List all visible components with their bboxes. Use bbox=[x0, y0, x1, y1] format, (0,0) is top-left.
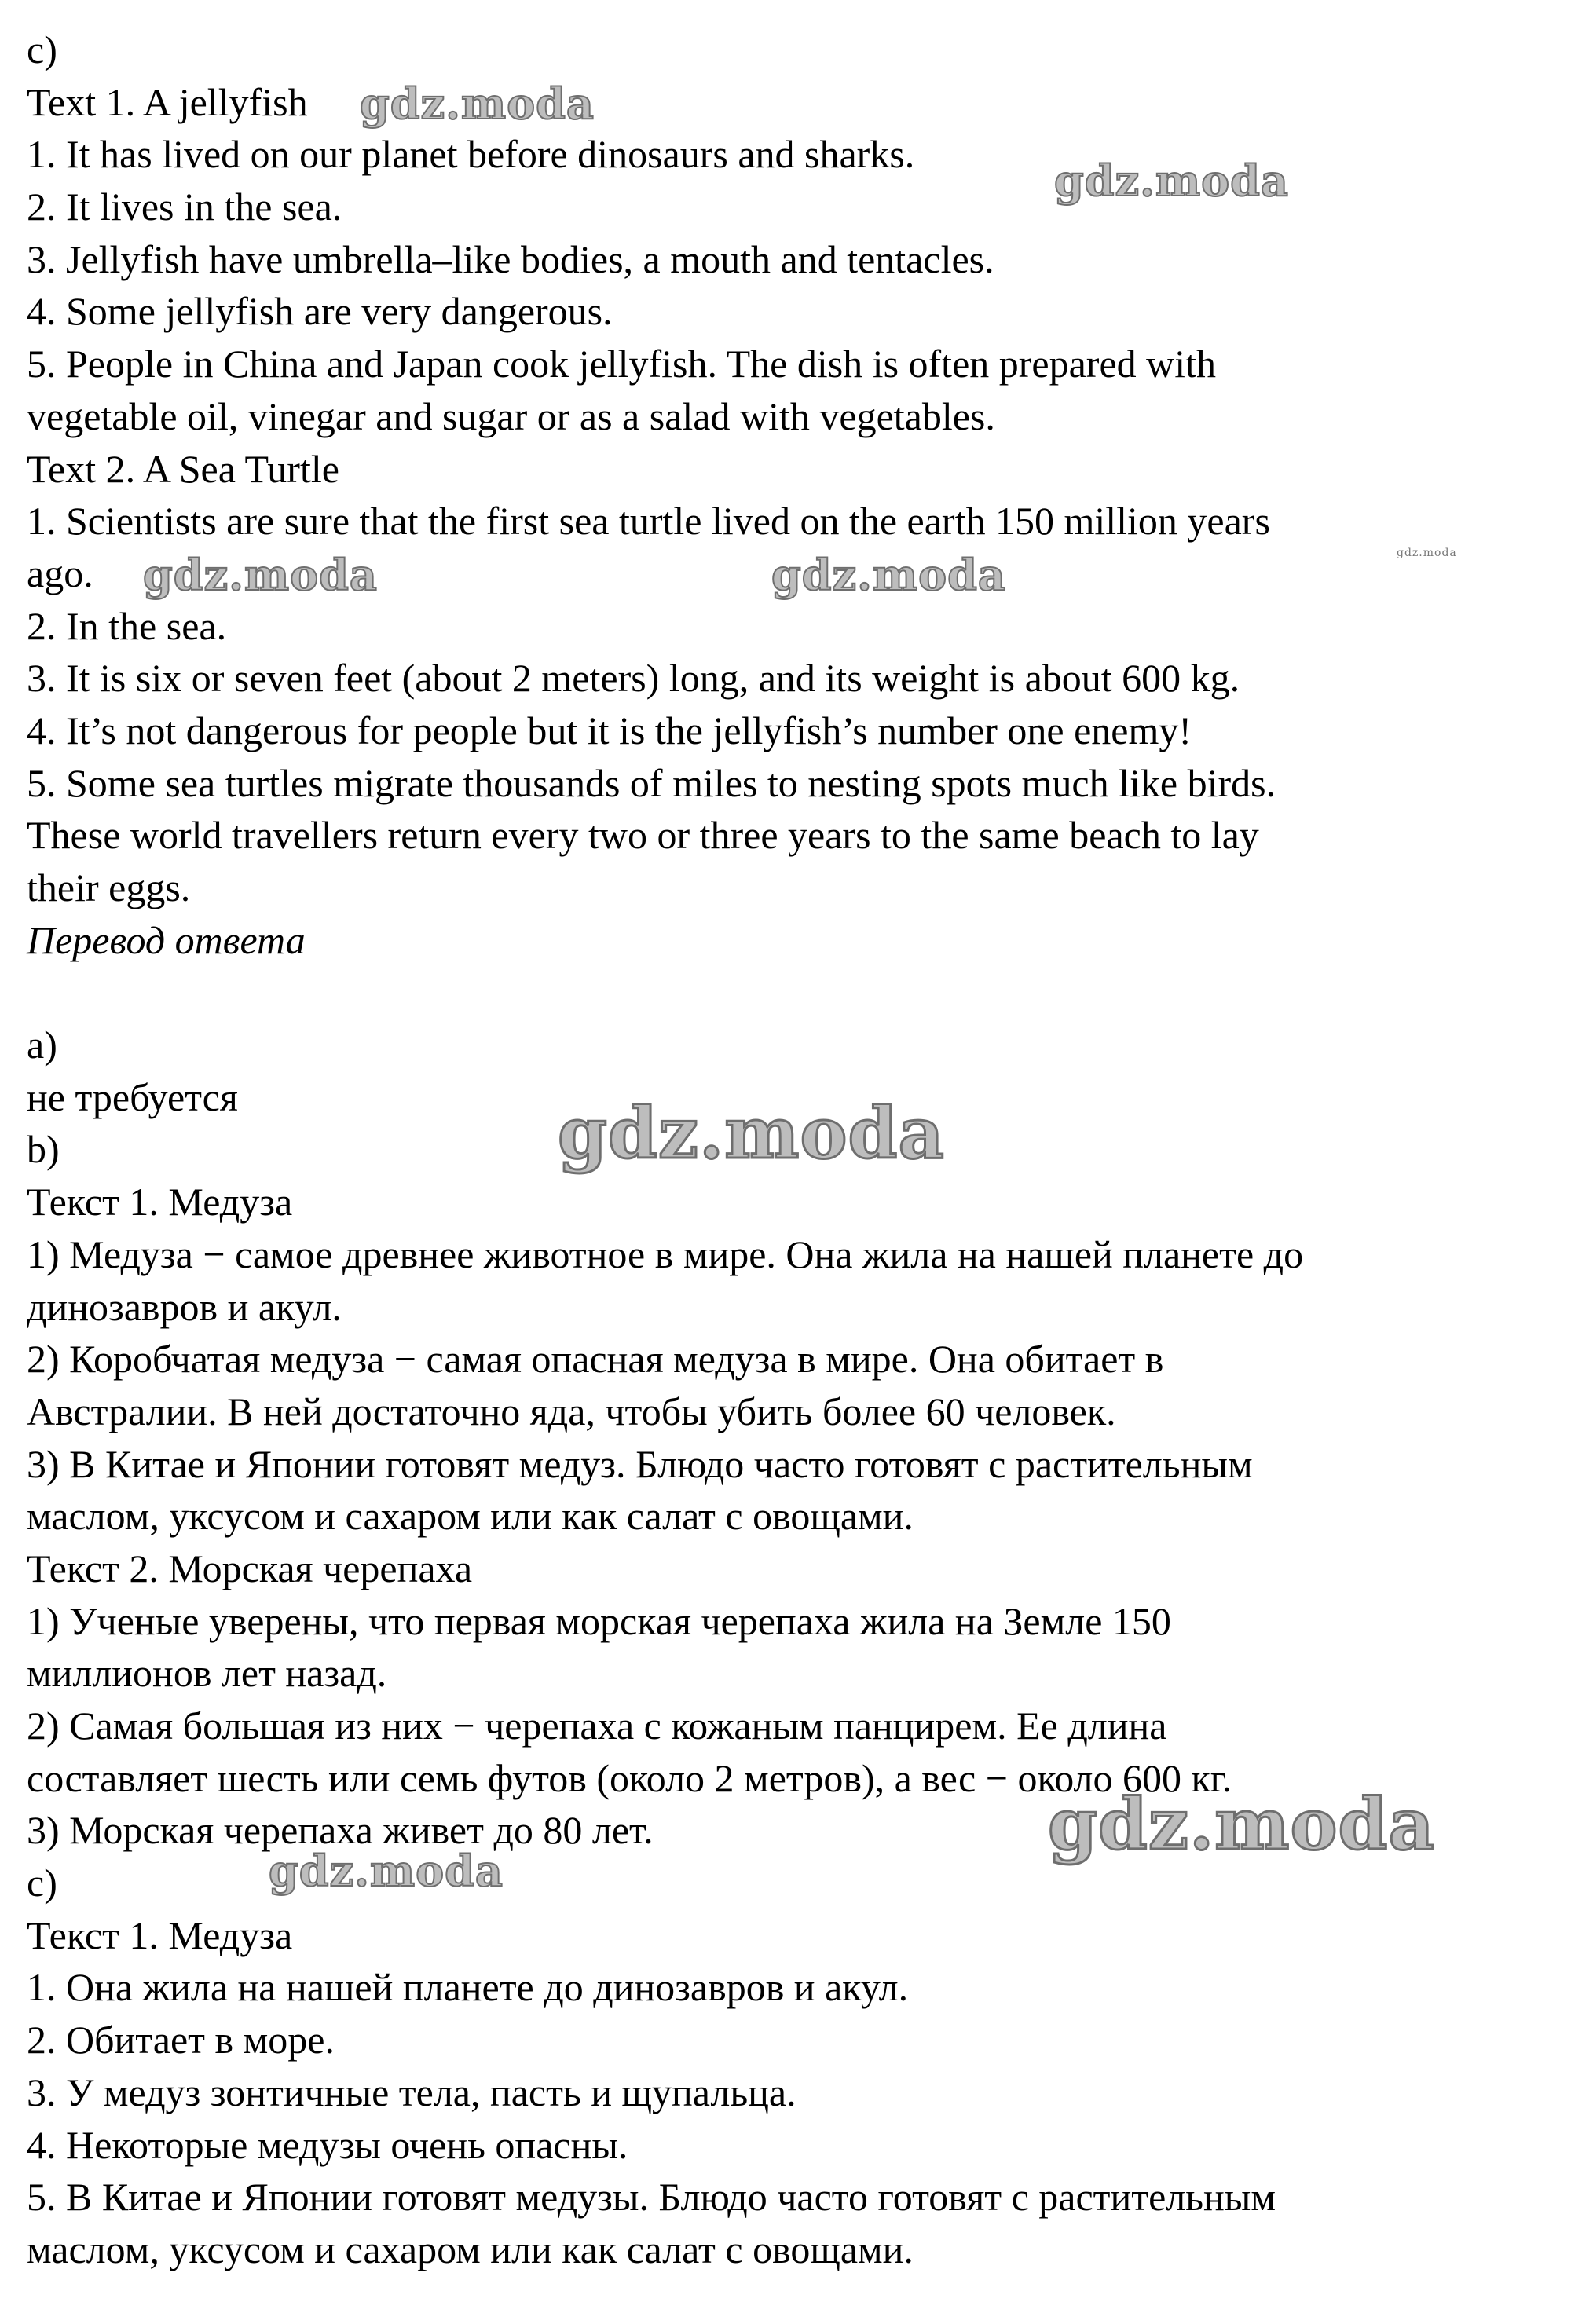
ru-b-text1-item1-line1: 1) Медуза − самое древнее животное в мире. Она жила на нашей планете до bbox=[27, 1232, 1304, 1276]
text2-answer-2: 2. In the sea. bbox=[27, 603, 227, 648]
watermark-logo: gdz.moda bbox=[269, 1846, 504, 1896]
ru-c-item3: 3. У медуз зонтичные тела, пасть и щупальца. bbox=[27, 2070, 796, 2114]
ru-b-text2-item2-line1: 2) Самая большая из них − черепаха с кожаным панцирем. Ее длина bbox=[27, 1704, 1167, 1748]
watermark-logo: gdz.moda bbox=[360, 79, 595, 129]
watermark-logo-small: gdz.moda bbox=[1397, 547, 1457, 559]
text1-answer-3: 3. Jellyfish have umbrella–like bodies, a mouth and tentacles. bbox=[27, 236, 994, 281]
text1-answer-5-line2: vegetable oil, vinegar and sugar or as a salad with vegetables. bbox=[27, 393, 995, 438]
text2-answer-1-line2: ago. bbox=[27, 551, 93, 595]
text2-answer-5-line3: their eggs. bbox=[27, 866, 191, 909]
text2-heading: Text 2. A Sea Turtle bbox=[27, 446, 339, 491]
ru-b-text1-item3-line2: маслом, уксусом и сахаром или как салат с овощами. bbox=[27, 1494, 914, 1539]
ru-c-item5-line1: 5. В Китае и Японии готовят медузы. Блюдо часто готовят с растительным bbox=[27, 2175, 1276, 2220]
text1-heading: Text 1. A jellyfish bbox=[27, 79, 308, 124]
text2-answer-1-line1: 1. Scientists are sure that the first sea turtle lived on the earth 150 million years bbox=[27, 499, 1270, 543]
ru-c-text1-heading: Текст 1. Медуза bbox=[27, 1912, 293, 1957]
translation-heading: Перевод ответа bbox=[27, 917, 306, 962]
watermark-logo: gdz.moda bbox=[143, 550, 378, 600]
text2-answer-5-line1: 5. Some sea turtles migrate thousands of miles to nesting spots much like birds. bbox=[27, 760, 1276, 805]
ru-b-text1-item2-line1: 2) Коробчатая медуза − самая опасная медуза в мире. Она обитает в bbox=[27, 1337, 1164, 1382]
section-a-note: не требуется bbox=[27, 1074, 238, 1119]
ru-c-item1: 1. Она жила на нашей планете до динозавров и акул. bbox=[27, 1965, 909, 2010]
section-label-c: c) bbox=[27, 27, 57, 71]
ru-b-text1-item3-line1: 3) В Китае и Японии готовят медуз. Блюдо часто готовят с растительным bbox=[27, 1441, 1253, 1486]
watermark-logo: gdz.moda bbox=[1054, 156, 1289, 206]
ru-c-item5-line2: маслом, уксусом и сахаром или как салат с овощами. bbox=[27, 2227, 914, 2271]
text1-answer-2: 2. It lives in the sea. bbox=[27, 185, 342, 229]
watermark-logo: gdz.moda bbox=[1048, 1783, 1435, 1866]
text1-answer-5-line1: 5. People in China and Japan cook jellyfish. The dish is often prepared with bbox=[27, 342, 1217, 386]
ru-b-text1-item2-line2: Австралии. В ней достаточно яда, чтобы убить более 60 человек. bbox=[27, 1389, 1116, 1433]
text1-answer-4: 4. Some jellyfish are very dangerous. bbox=[27, 289, 613, 334]
ru-b-text2-item2-line2: составляет шесть или семь футов (около 2 метров), а вес − около 600 кг. bbox=[27, 1755, 1232, 1800]
ru-text2-heading: Текст 2. Морская черепаха bbox=[27, 1546, 473, 1590]
watermark-logo: gdz.moda bbox=[558, 1092, 945, 1175]
text2-answer-5-line2: These world travellers return every two or three years to the same beach to lay bbox=[27, 813, 1259, 858]
text2-answer-4: 4. It’s not dangerous for people but it is the jellyfish’s number one enemy! bbox=[27, 708, 1192, 752]
ru-c-item4: 4. Некоторые медузы очень опасны. bbox=[27, 2122, 628, 2167]
text1-answer-1: 1. It has lived on our planet before dinosaurs and sharks. bbox=[27, 132, 915, 177]
text2-answer-3: 3. It is six or seven feet (about 2 meters) long, and its weight is about 600 kg. bbox=[27, 656, 1240, 701]
ru-c-item2: 2. Обитает в море. bbox=[27, 2018, 335, 2062]
section-label-a: a) bbox=[27, 1023, 57, 1067]
section-label-b: b) bbox=[27, 1127, 60, 1172]
ru-b-text2-item3: 3) Морская черепаха живет до 80 лет. bbox=[27, 1808, 654, 1853]
ru-b-text1-item1-line2: динозавров и акул. bbox=[27, 1284, 342, 1329]
section-label-c-ru: c) bbox=[27, 1861, 57, 1905]
ru-text1-heading: Текст 1. Медуза bbox=[27, 1180, 293, 1224]
ru-b-text2-item1-line1: 1) Ученые уверены, что первая морская черепаха жила на Земле 150 bbox=[27, 1598, 1171, 1643]
blank-line bbox=[27, 966, 1558, 1019]
ru-b-text2-item1-line2: миллионов лет назад. bbox=[27, 1651, 387, 1696]
watermark-logo: gdz.moda bbox=[771, 550, 1006, 600]
